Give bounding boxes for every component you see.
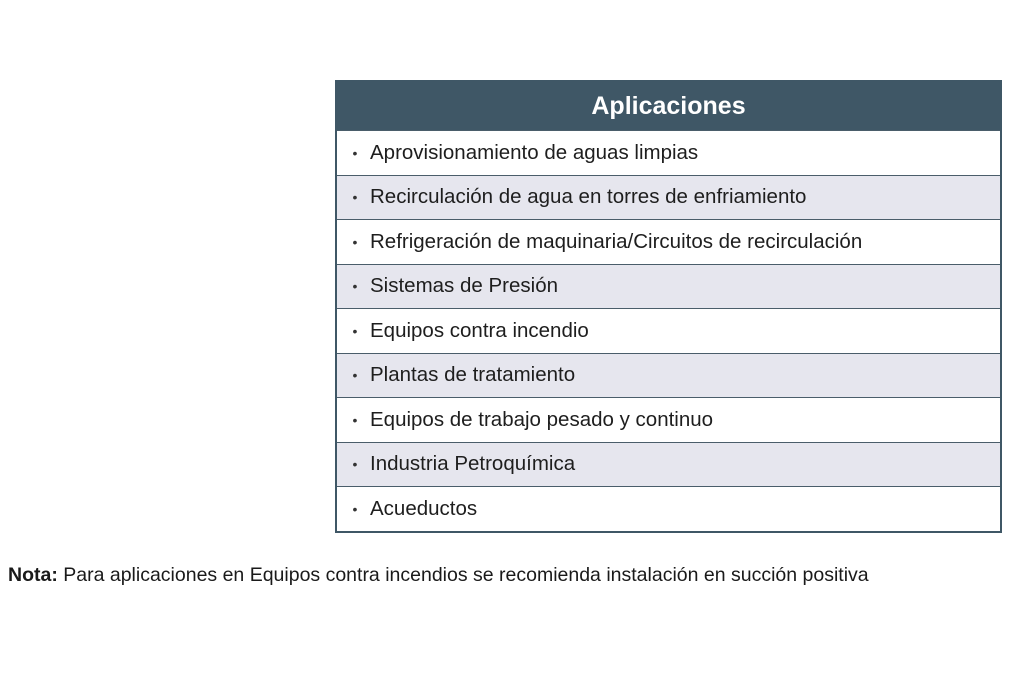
- list-item: [337, 442, 1000, 487]
- bullet-icon: •: [352, 233, 358, 250]
- bullet-icon: •: [352, 278, 358, 295]
- bullet-icon: •: [352, 144, 358, 161]
- list-item-label: Industria Petroquímica: [370, 452, 576, 476]
- list-item: [337, 264, 1000, 309]
- bullet-icon: •: [352, 189, 358, 206]
- list-item-label: Acueductos: [370, 496, 478, 520]
- note-label: Nota:: [8, 564, 58, 586]
- list-item-label: Sistemas de Presión: [370, 274, 559, 298]
- note-text: Para aplicaciones en Equipos contra incendios se recomienda instalación en succión positiva: [57, 564, 869, 586]
- list-item-label: Equipos de trabajo pesado y continuo: [370, 407, 714, 431]
- bullet-icon: •: [352, 367, 358, 384]
- applications-list: [337, 130, 1000, 531]
- list-item-label: Equipos contra incendio: [370, 318, 589, 342]
- list-item: [337, 175, 1000, 220]
- bullet-icon: •: [352, 322, 358, 339]
- list-item-label: Refrigeración de maquinaria/Circuitos de recirculación: [370, 229, 863, 253]
- table-header: Aplicaciones: [337, 82, 1000, 130]
- list-item: [337, 219, 1000, 264]
- list-item: [337, 130, 1000, 175]
- list-item: [337, 308, 1000, 353]
- applications-table: [335, 80, 1002, 533]
- list-item: [337, 353, 1000, 398]
- bullet-icon: •: [352, 411, 358, 428]
- list-item-label: Aprovisionamiento de aguas limpias: [370, 140, 699, 164]
- bullet-icon: •: [352, 456, 358, 473]
- list-item-label: Plantas de tratamiento: [370, 363, 576, 387]
- bullet-icon: •: [352, 500, 358, 517]
- list-item: [337, 486, 1000, 531]
- footnote: [8, 563, 948, 588]
- list-item-label: Recirculación de agua en torres de enfriamiento: [370, 185, 807, 209]
- list-item: [337, 397, 1000, 442]
